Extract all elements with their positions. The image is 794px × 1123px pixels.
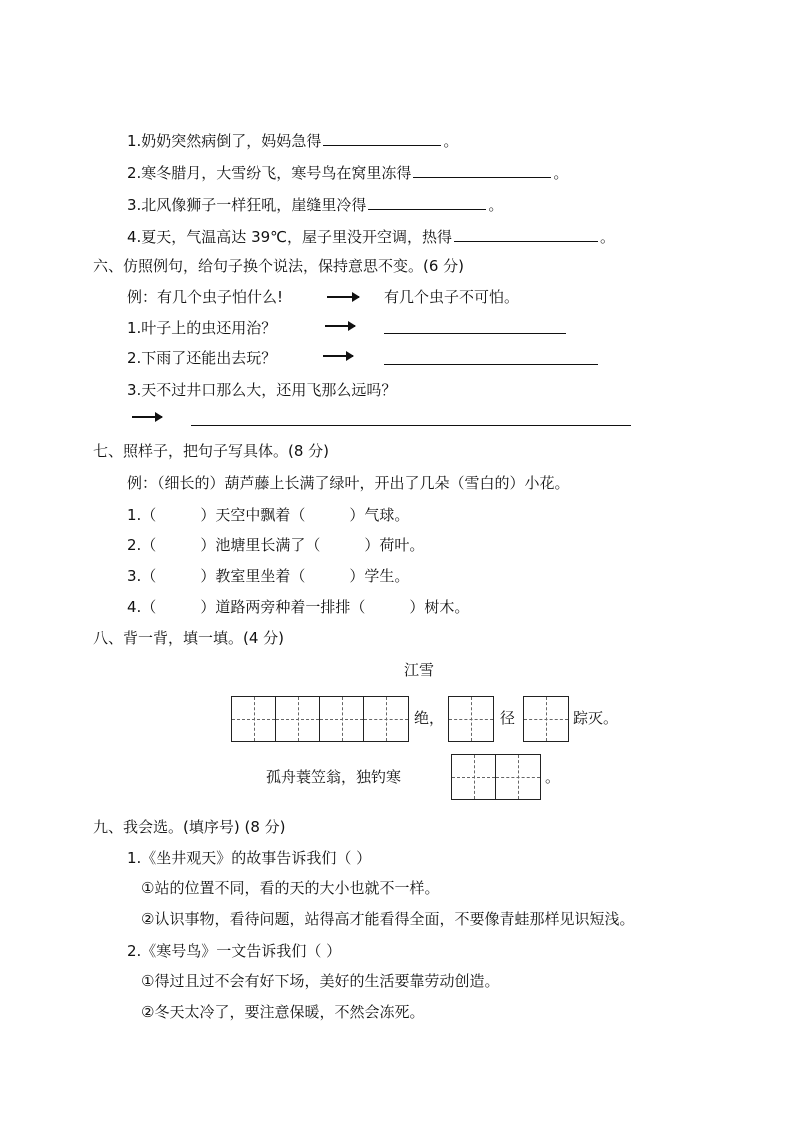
s9-question-1: 1.《坐井观天》的故事告诉我们（ ） — [127, 849, 372, 867]
s5-q2-end: 。 — [553, 164, 569, 182]
s7-question-2 — [127, 535, 424, 555]
s9-q2-option-2: ②冬天太冷了，要注意保暖，不然会冻死。 — [141, 1003, 425, 1021]
s6-question-3: 3.天不过井口那么大，还用飞那么远吗？ — [127, 381, 397, 399]
grid-cell[interactable] — [232, 697, 276, 741]
s6-example-arrow-icon — [327, 296, 359, 298]
s5-question-3 — [127, 194, 503, 215]
s7-q3-end: ）学生。 — [349, 567, 410, 585]
poem-line1-c: 踪灭。 — [573, 709, 619, 727]
s7-example: 例：（细长的）葫芦藤上长满了绿叶，开出了几朵（雪白的）小花。 — [127, 474, 570, 492]
s7-q2-mid: ）池塘里长满了（ — [200, 536, 321, 554]
s6-q1-answer-line[interactable] — [384, 333, 566, 334]
grid-cell[interactable] — [496, 755, 540, 799]
s5-question-2 — [127, 162, 568, 183]
s6-example-right: 有几个虫子不可怕。 — [384, 288, 520, 306]
s7-q2-end: ）荷叶。 — [364, 536, 425, 554]
s7-q3-open: 3.（ — [127, 567, 157, 585]
s6-q3-arrow-icon — [132, 416, 162, 418]
grid-cell[interactable] — [524, 697, 568, 741]
s7-q1-end: ）气球。 — [349, 506, 410, 524]
s9-q1-option-2: ②认识事物，看待问题，站得高才能看得全面，不要像青蛙那样见识短浅。 — [141, 910, 635, 928]
s6-question-2: 2.下雨了还能出去玩？ — [127, 349, 277, 367]
s5-q1-end: 。 — [443, 132, 459, 150]
s5-question-1 — [127, 130, 458, 151]
s9-question-2: 2.《寒号鸟》一文告诉我们（ ） — [127, 942, 342, 960]
s5-q2-text: 2.寒冬腊月，大雪纷飞，寒号鸟在窝里冻得 — [127, 164, 412, 182]
s8-heading: 八、背一背，填一填。(4 分) — [93, 629, 285, 647]
s6-heading: 六、仿照例句，给句子换个说法，保持意思不变。(6 分) — [93, 257, 465, 275]
poem-line1-a: 绝， — [414, 709, 445, 727]
s7-q4-end: ）树木。 — [409, 598, 470, 616]
s6-q1-arrow-icon — [325, 325, 355, 327]
s5-q3-answer-blank[interactable] — [368, 194, 486, 210]
grid-cell[interactable] — [276, 697, 320, 741]
s6-q3-answer-line[interactable] — [191, 425, 631, 426]
grid-cell[interactable] — [320, 697, 364, 741]
s6-question-1: 1.叶子上的虫还用治？ — [127, 319, 277, 337]
s9-heading: 九、我会选。(填序号) (8 分) — [93, 818, 286, 836]
s7-q4-open: 4.（ — [127, 598, 157, 616]
s6-q2-answer-line[interactable] — [384, 364, 598, 365]
grid-cell[interactable] — [449, 697, 493, 741]
s7-q4-mid: ）道路两旁种着一排排（ — [200, 598, 366, 616]
s7-question-4 — [127, 597, 469, 617]
poem-title: 江雪 — [404, 661, 435, 679]
grid-cell[interactable] — [364, 697, 408, 741]
s5-q1-text: 1.奶奶突然病倒了，妈妈急得 — [127, 132, 322, 150]
s7-question-3 — [127, 566, 409, 586]
poem-line2-grid[interactable] — [451, 754, 541, 800]
s9-q1-option-1: ①站的位置不同，看的天的大小也就不一样。 — [141, 879, 440, 897]
s5-question-4 — [127, 226, 615, 247]
s7-q2-open: 2.（ — [127, 536, 157, 554]
poem-line1-grid-2[interactable] — [448, 696, 494, 742]
poem-line2-prefix: 孤舟蓑笠翁，独钓寒 — [266, 768, 402, 786]
s5-q4-answer-blank[interactable] — [454, 226, 598, 242]
s7-q1-open: 1.（ — [127, 506, 157, 524]
s5-q4-text: 4.夏天，气温高达 39℃，屋子里没开空调，热得 — [127, 228, 453, 246]
s9-q2-option-1: ①得过且过不会有好下场，美好的生活要靠劳动创造。 — [141, 972, 500, 990]
s7-q1-mid: ）天空中飘着（ — [200, 506, 306, 524]
poem-line1-grid[interactable] — [231, 696, 409, 742]
s7-q3-mid: ）教室里坐着（ — [200, 567, 306, 585]
s6-q2-arrow-icon — [323, 355, 353, 357]
poem-line1-grid-3[interactable] — [523, 696, 569, 742]
s7-heading: 七、照样子，把句子写具体。(8 分) — [93, 442, 330, 460]
s6-example-left: 例：有几个虫子怕什么! — [127, 288, 284, 306]
poem-line2-end: 。 — [545, 768, 561, 786]
s5-q4-end: 。 — [600, 228, 616, 246]
s5-q2-answer-blank[interactable] — [413, 162, 551, 178]
grid-cell[interactable] — [452, 755, 496, 799]
s5-q3-end: 。 — [488, 196, 504, 214]
s7-question-1 — [127, 505, 409, 525]
s5-q3-text: 3.北风像狮子一样狂吼，崖缝里冷得 — [127, 196, 367, 214]
poem-line1-b: 径 — [500, 709, 516, 727]
s5-q1-answer-blank[interactable] — [323, 130, 441, 146]
